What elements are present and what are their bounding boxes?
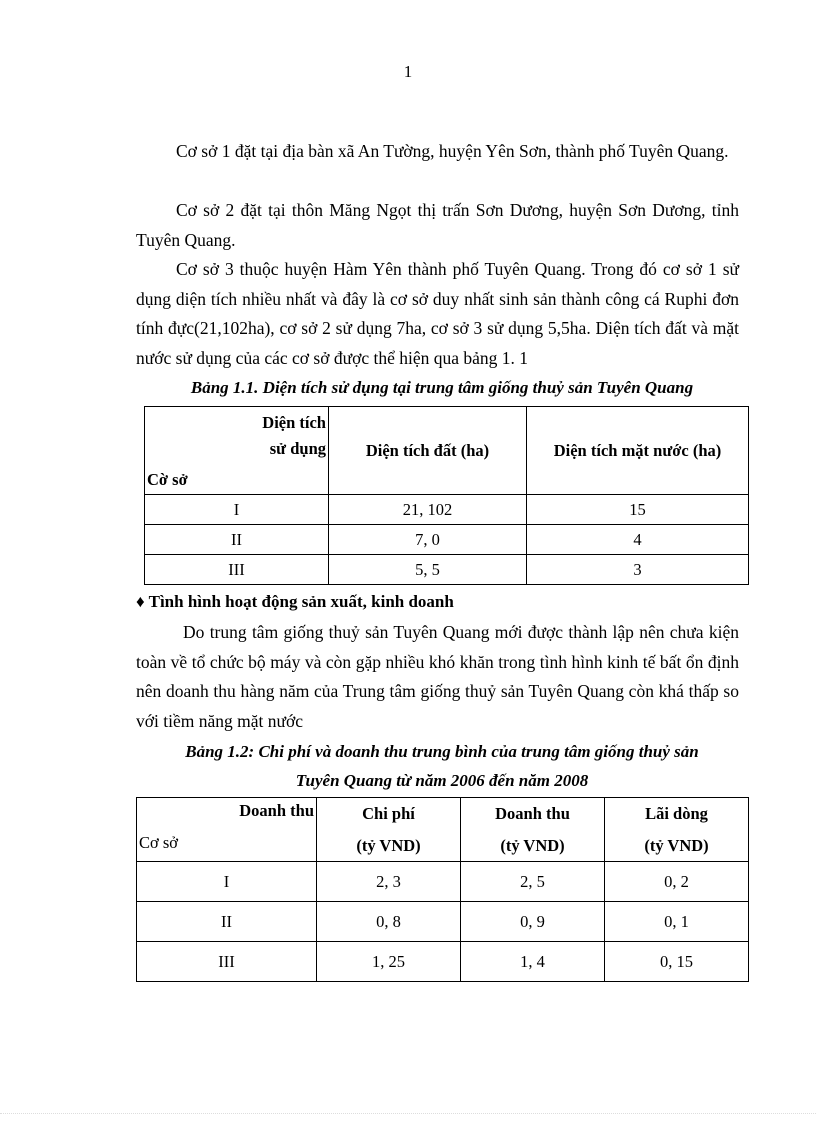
paragraph-2: Cơ sở 2 đặt tại thôn Măng Ngọt thị trấn Sơn Dương, huyện Sơn Dương, tỉnh Tuyên Quang. [136,200,739,250]
table-cell: 0, 9 [461,902,605,942]
table-row [145,555,749,585]
header-unit: (tỷ VND) [644,835,709,855]
table1-corner-top-line1: Diện tích [262,413,326,432]
section-paragraph: Do trung tâm giống thuỷ sản Tuyên Quang mới được thành lập nên chưa kiện toàn về tổ chức bộ máy và còn gặp nhiều khó khăn trong tình hình kinh tế bất ổn định nên doanh thu hàng năm của Trung tâm giống thuỷ sản Tuyên Quang còn khá thấp so với tiềm năng mặt nước [136,622,739,731]
table-row [137,902,749,942]
table-row [145,525,749,555]
table2-caption-line2: Tuyên Quang từ năm 2006 đến năm 2008 [295,771,589,790]
table-row [145,495,749,525]
table-cell: 15 [527,495,749,525]
table1-corner-cell [145,407,329,495]
table2-corner-top: Doanh thu [239,801,314,820]
header-title: Lãi dòng [645,803,708,823]
table-cell: 21, 102 [329,495,527,525]
paragraph-1: Cơ sở 1 đặt tại địa bàn xã An Tường, huyện Yên Sơn, thành phố Tuyên Quang. [176,141,729,161]
table-cell: 2, 5 [461,862,605,902]
table-cell: 1, 25 [317,942,461,982]
table1-header-row [145,407,749,495]
table1-corner-bottom: Cờ sở [147,470,188,489]
paragraph-3: Cơ sở 3 thuộc huyện Hàm Yên thành phố Tuyên Quang. Trong đó cơ sở 1 sử dụng diện tích nhiều nhất và đây là cơ sở duy nhất sinh sản thành công cá Ruphi đơn tính đực(21,102ha), cơ sở 2 sử dụng 7ha, cơ sở 3 sử dụng 5,5ha. Diện tích đất và mặt nước sử dụng của các cơ sở được thể hiện qua bảng 1. 1 [136,259,739,368]
table1-corner-top-line2: sử dụng [269,439,326,458]
table-cell: 0, 8 [317,902,461,942]
table2-header-profit [605,798,749,862]
table-cell: 4 [527,525,749,555]
table-cell: I [137,862,317,902]
table2-caption-line1: Bảng 1.2: Chi phí và doanh thu trung bình của trung tâm giống thuỷ sản [185,742,699,761]
table-cell: I [145,495,329,525]
table2-header-revenue [461,798,605,862]
table1-caption: Bảng 1.1. Diện tích sử dụng tại trung tâm giống thuỷ sản Tuyên Quang [190,378,694,397]
header-unit: (tỷ VND) [356,835,421,855]
table1-corner-top [262,413,326,459]
table2-header-row [137,798,749,862]
page-number: 1 [403,62,413,81]
table-cell: II [137,902,317,942]
table-cell: 2, 3 [317,862,461,902]
header-title: Chi phí [362,803,415,823]
table1-header-land: Diện tích đất (ha) [329,407,527,495]
table2 [136,797,749,982]
header-unit: (tỷ VND) [500,835,565,855]
table-cell: 0, 15 [605,942,749,982]
table2-header-cost [317,798,461,862]
table-cell: III [145,555,329,585]
table-cell: 5, 5 [329,555,527,585]
table-cell: 3 [527,555,749,585]
table-cell: II [145,525,329,555]
table1 [144,406,749,585]
table-cell: 1, 4 [461,942,605,982]
table2-corner-cell [137,798,317,862]
table-cell: 0, 1 [605,902,749,942]
table-row [137,862,749,902]
page-bottom-rule [0,1113,816,1114]
header-title: Doanh thu [495,803,570,823]
section-heading: ♦ Tình hình hoạt động sản xuất, kinh doanh [136,592,454,611]
table-cell: 7, 0 [329,525,527,555]
table-cell: 0, 2 [605,862,749,902]
table-row [137,942,749,982]
table-cell: III [137,942,317,982]
table1-header-water: Diện tích mặt nước (ha) [527,407,749,495]
table2-corner-bottom: Cơ sở [139,833,179,852]
